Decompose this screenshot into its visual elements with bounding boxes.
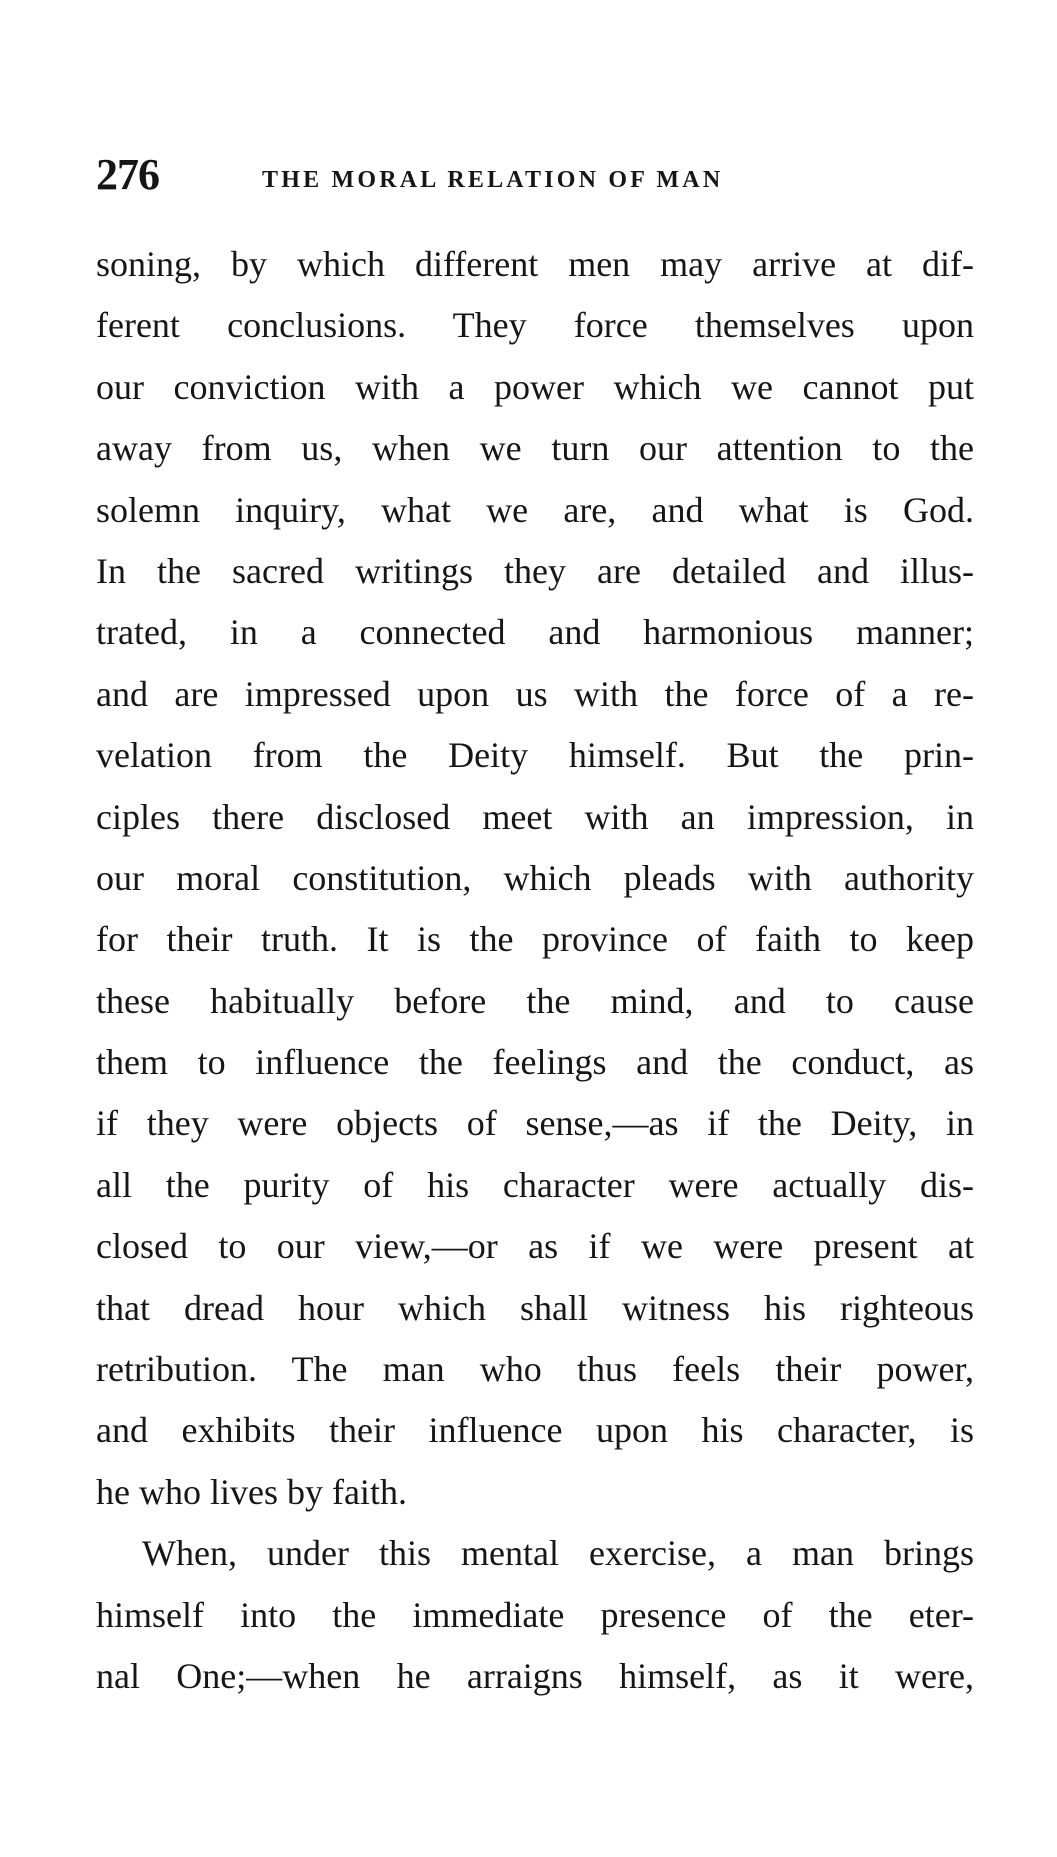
- paragraph-1: [96, 234, 974, 1523]
- text-line: In the sacred writings they are detailed and illus-: [96, 550, 974, 591]
- running-head: THE MORAL RELATION OF MAN: [262, 167, 724, 193]
- paragraph-2: [96, 1523, 974, 1707]
- text-line: he who lives by faith.: [96, 1471, 407, 1512]
- text-line: our conviction with a power which we cannot put: [96, 366, 974, 407]
- text-line: soning, by which different men may arrive at dif-: [96, 244, 974, 284]
- text-line: trated, in a connected and harmonious manner;: [96, 612, 974, 653]
- text-line: that dread hour which shall witness his righteous: [96, 1287, 974, 1328]
- text-line: and are impressed upon us with the force of a re-: [96, 673, 974, 714]
- text-line: closed to our view,—or as if we were present at: [96, 1226, 974, 1267]
- text-line: our moral constitution, which pleads with authority: [96, 857, 974, 898]
- text-line: himself into the immediate presence of the eter-: [96, 1594, 974, 1635]
- page-header: [96, 150, 976, 210]
- text-line: these habitually before the mind, and to cause: [96, 980, 974, 1021]
- text-line: nal One;—when he arraigns himself, as it were,: [96, 1655, 974, 1696]
- text-line: solemn inquiry, what we are, and what is God.: [96, 489, 974, 530]
- text-line: all the purity of his character were actually dis-: [96, 1164, 974, 1205]
- text-line: ciples there disclosed meet with an impression, in: [96, 796, 974, 837]
- text-line: ferent conclusions. They force themselves upon: [96, 305, 974, 346]
- text-line: and exhibits their influence upon his character, is: [96, 1410, 974, 1451]
- text-line: if they were objects of sense,—as if the Deity, in: [96, 1103, 974, 1144]
- text-line: retribution. The man who thus feels their power,: [96, 1349, 974, 1390]
- text-line: velation from the Deity himself. But the prin-: [96, 735, 974, 776]
- text-line: When, under this mental exercise, a man brings: [142, 1533, 974, 1574]
- text-line: them to influence the feelings and the conduct, as: [96, 1042, 974, 1083]
- page-number: 276: [96, 150, 159, 199]
- body-text: [96, 234, 974, 1707]
- text-line: for their truth. It is the province of faith to keep: [96, 919, 974, 960]
- text-line: away from us, when we turn our attention to the: [96, 428, 974, 469]
